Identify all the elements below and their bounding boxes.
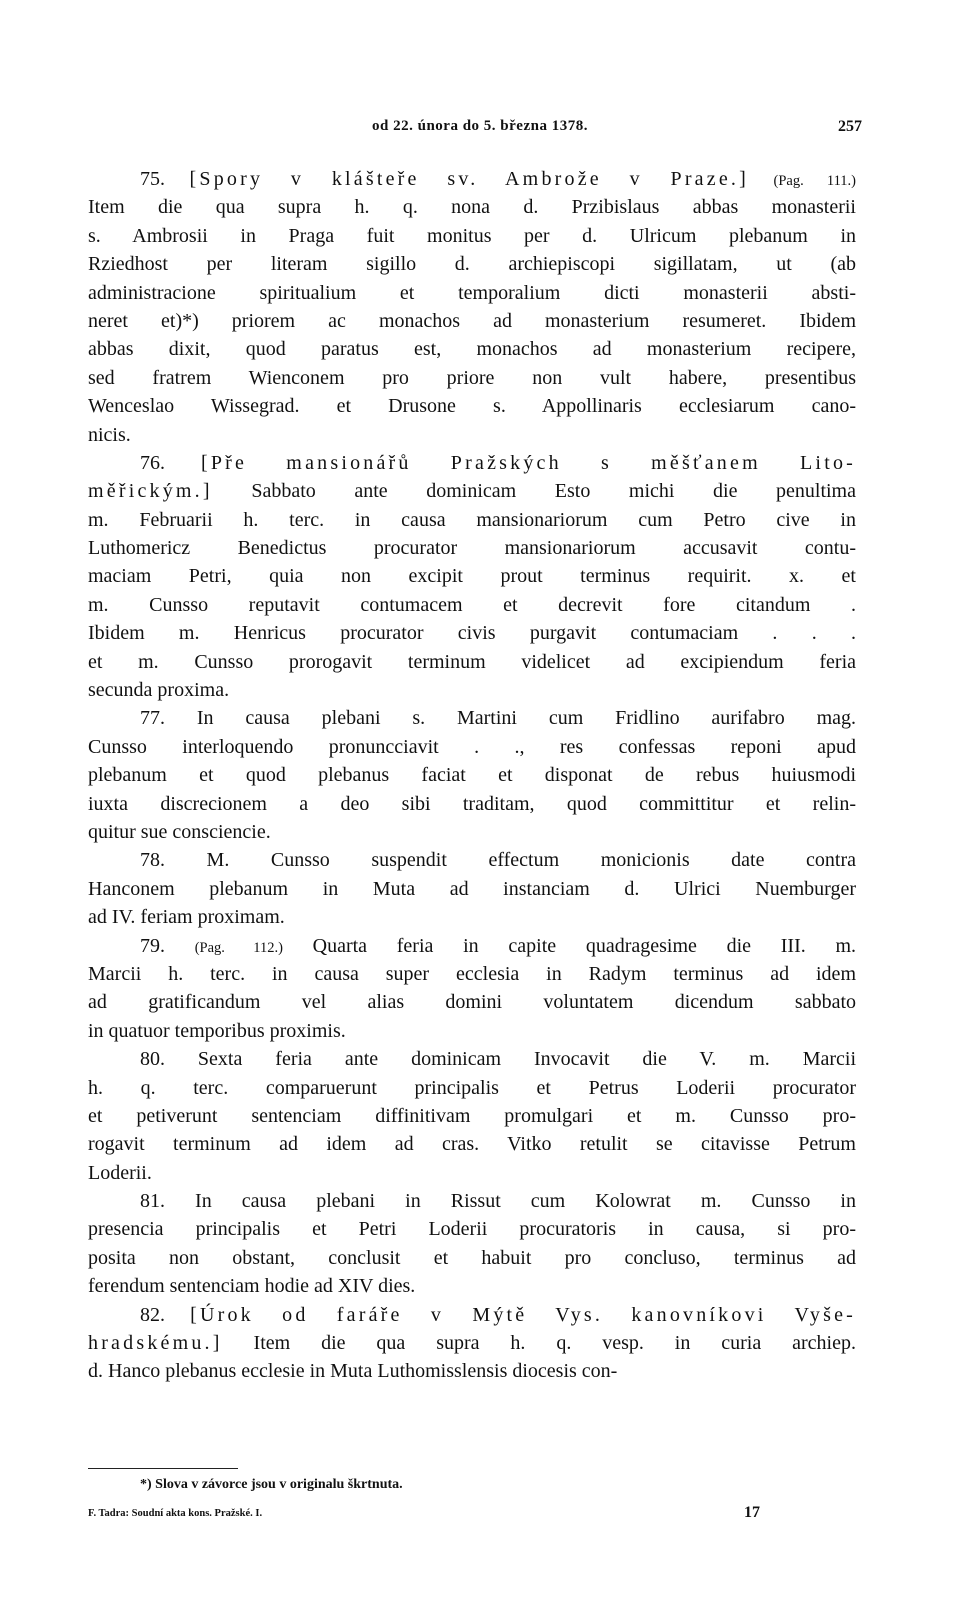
text-line (88, 449, 856, 477)
text-run: 75. (140, 168, 190, 190)
text-run: m. Cunsso reputavit contumacem et decrevit fore citandum . (88, 593, 856, 616)
text-line (88, 988, 856, 1016)
text-line (88, 279, 856, 307)
paragraph (88, 1301, 856, 1386)
signature-mark: 17 (744, 1504, 760, 1521)
text-line (88, 1074, 856, 1102)
text-run: d. Hanco plebanus ecclesie in Muta Luthomisslensis diocesis con- (88, 1360, 618, 1383)
footnote: *) Slova v závorce jsou v originalu škrtnuta. (140, 1477, 403, 1492)
page-footer (88, 1502, 768, 1530)
text-run: Rziedhost per literam sigillo d. archiepiscopi sigillatam, ut (ab (88, 253, 856, 276)
text-run: h. q. terc. comparuerunt principalis et Petrus Loderii procurator (88, 1076, 856, 1099)
text-line (88, 733, 856, 761)
text-run: 80. Sexta feria ante dominicam Invocavit die V. m. Marcii (140, 1048, 856, 1071)
text-run: 82. (140, 1303, 191, 1326)
text-run: Quarta feria in capite quadragesime die III. m. (282, 934, 856, 957)
text-run: Marcii h. terc. in causa super ecclesia in Radym terminus ad idem (88, 962, 856, 985)
text-run: ferendum sentenciam hodie ad XIV dies. (88, 1275, 416, 1298)
text-run: Ibidem m. Henricus procurator civis purgavit contumaciam . . . (88, 622, 856, 645)
text-run: abbas dixit, quod paratus est, monachos ad monasterium recipere, (88, 338, 856, 361)
text-line (88, 846, 856, 874)
text-run: Hanconem plebanum in Muta ad instanciam d. Ulrici Nuemburger (88, 877, 856, 900)
text-line (88, 676, 856, 704)
spaced-heading: [Spory v klášteře sv. Ambrože v Praze.] (189, 168, 749, 190)
spaced-heading: [Úrok od faráře v Mýtě Vys. kanovníkovi Vyše- (190, 1303, 856, 1326)
paragraph (88, 1045, 856, 1187)
text-line (88, 1301, 856, 1329)
text-run: Item die qua supra h. q. nona d. Przibislaus abbas monasterii (88, 196, 856, 219)
text-line (88, 1215, 856, 1243)
paragraph (88, 704, 856, 846)
text-line (88, 392, 856, 420)
text-run: et m. Cunsso prorogavit terminum videlicet ad excipiendum feria (88, 650, 856, 673)
text-run: secunda proxima. (88, 679, 230, 702)
text-run: Item die qua supra h. q. vesp. in curia archiep. (222, 1332, 856, 1355)
text-run (749, 168, 774, 190)
paragraph (88, 1187, 856, 1301)
text-run: 79. (140, 934, 195, 957)
text-run: presencia principalis et Petri Loderii procuratoris in causa, si pro- (88, 1218, 856, 1241)
text-line (88, 1102, 856, 1130)
footnote-divider (88, 1468, 238, 1469)
text-line (88, 790, 856, 818)
text-line (88, 165, 856, 193)
text-run: administracione spiritualium et temporalium dicti monasterii absti- (88, 281, 856, 304)
text-run: in quatuor temporibus proximis. (88, 1019, 346, 1042)
text-run: sed fratrem Wienconem pro priore non vult habere, presentibus (88, 366, 856, 389)
paragraph (88, 846, 856, 931)
text-line (88, 761, 856, 789)
imprint: F. Tadra: Soudní akta kons. Pražské. I. (88, 1508, 263, 1519)
text-line (88, 421, 856, 449)
paragraph (88, 165, 856, 449)
text-run: ad IV. feriam proximam. (88, 906, 285, 929)
text-run: 77. In causa plebani s. Martini cum Fridlino aurifabro mag. (140, 707, 856, 730)
paragraph (88, 449, 856, 705)
text-line (88, 619, 856, 647)
page-reference: (Pag. 112.) (194, 939, 283, 956)
text-run: 81. In causa plebani in Rissut cum Kolowrat m. Cunsso in (140, 1190, 856, 1213)
page-reference: (Pag. 111.) (773, 173, 856, 189)
page-body (88, 165, 856, 1386)
spaced-heading: měřickým.] (88, 480, 213, 503)
text-line (88, 534, 856, 562)
text-run: 76. (140, 451, 201, 474)
text-line (88, 932, 856, 960)
running-header (0, 118, 960, 142)
spaced-heading: hradskému.] (88, 1332, 223, 1355)
text-run: ad gratificandum vel alias domini voluntatem dicendum sabbato (88, 991, 856, 1014)
text-run: Wenceslao Wissegrad. et Drusone s. Appollinaris ecclesiarum cano- (88, 395, 856, 418)
text-line (88, 1045, 856, 1073)
text-run: Luthomericz Benedictus procurator mansionariorum accusavit contu- (88, 537, 856, 560)
text-run: rogavit terminum ad idem ad cras. Vitko retulit se citavisse Petrum (88, 1133, 856, 1156)
text-run: Loderii. (88, 1161, 152, 1184)
text-run: iuxta discrecionem a deo sibi traditam, quod committitur et relin- (88, 792, 856, 815)
text-line (88, 250, 856, 278)
paragraph (88, 932, 856, 1046)
text-line (88, 875, 856, 903)
text-run: s. Ambrosii in Praga fuit monitus per d. Ulricum plebanum in (88, 224, 856, 247)
text-run: posita non obstant, conclusit et habuit pro concluso, terminus ad (88, 1246, 856, 1269)
text-line (88, 1357, 856, 1385)
text-line (88, 335, 856, 363)
text-run: et petiverunt sentenciam diffinitivam promulgari et m. Cunsso pro- (88, 1104, 856, 1127)
text-line (88, 704, 856, 732)
spaced-heading: [Pře mansionářů Pražských s měšťanem Lito- (201, 451, 856, 474)
text-line (88, 477, 856, 505)
text-line (88, 1244, 856, 1272)
text-run: Sabbato ante dominicam Esto michi die penultima (212, 480, 856, 503)
text-line (88, 562, 856, 590)
text-line (88, 818, 856, 846)
text-line (88, 506, 856, 534)
text-line (88, 1187, 856, 1215)
text-line (88, 1130, 856, 1158)
running-title: od 22. února do 5. března 1378. (372, 118, 588, 134)
page-number: 257 (838, 118, 862, 135)
text-line (88, 1329, 856, 1357)
text-line (88, 1272, 856, 1300)
text-run: nicis. (88, 423, 131, 446)
text-run: quitur sue consciencie. (88, 820, 271, 843)
text-run: 78. M. Cunsso suspendit effectum monicionis date contra (140, 849, 856, 872)
text-line (88, 591, 856, 619)
text-line (88, 903, 856, 931)
text-line (88, 1159, 856, 1187)
text-line (88, 222, 856, 250)
text-run: neret et)*) priorem ac monachos ad monasterium resumeret. Ibidem (88, 309, 856, 332)
text-line (88, 648, 856, 676)
text-line (88, 1017, 856, 1045)
text-line (88, 960, 856, 988)
text-run: m. Februarii h. terc. in causa mansionariorum cum Petro cive in (88, 508, 856, 531)
text-run: plebanum et quod plebanus faciat et disponat de rebus huiusmodi (88, 764, 856, 787)
text-run: Cunsso interloquendo pronuncciavit . ., res confessas reponi apud (88, 735, 856, 758)
text-line (88, 307, 856, 335)
text-line (88, 364, 856, 392)
text-run: maciam Petri, quia non excipit prout terminus requirit. x. et (88, 565, 856, 588)
text-line (88, 193, 856, 221)
